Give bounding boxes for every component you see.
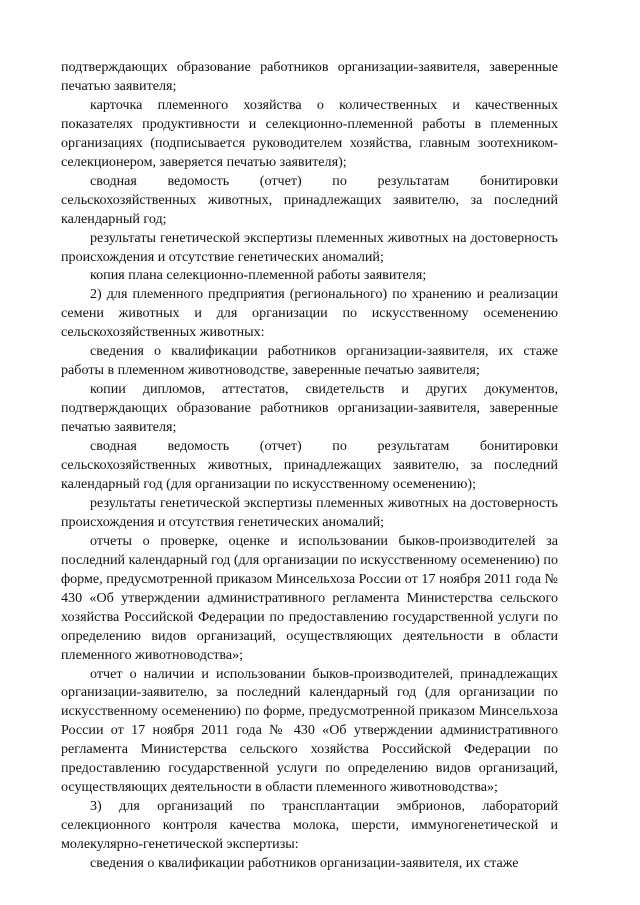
paragraph-appraisal-summary: сводная ведомость (отчет) по результатам бонитировки сельскохозяйственных животных, принадлежащих заявителю, за последний календарный год; <box>61 172 558 227</box>
paragraph-staff-qualification: сведения о квалификации работников организации-заявителя, их стаже работы в племенном животноводстве, заверенные печатью заявителя; <box>61 343 558 379</box>
paragraph-diploma-copies: копии дипломов, аттестатов, свидетельств и других документов, подтверждающих образование работников организации-заявителя, заверенные печатью заявителя; <box>61 381 558 436</box>
document-page <box>61 58 558 873</box>
paragraph-breeding-farm-card: карточка племенного хозяйства о количественных и качественных показателях продуктивности и селекционно-племенной работы в племенных организациях (подписывается руководителем хозяйства, главным зоотехником-селекционером, заверяется печатью заявителя); <box>61 96 558 170</box>
paragraph-appraisal-summary-ai: сводная ведомость (отчет) по результатам бонитировки сельскохозяйственных животных, принадлежащих заявителю, за последний календарный год (для организации по искусственному осеменению); <box>61 438 558 492</box>
paragraph-breeding-plan-copy: копия плана селекционно-племенной работы заявителя; <box>90 267 427 284</box>
paragraph-item-2-heading: 2) для племенного предприятия (регионального) по хранению и реализации семени животных и для организации по искусственному осеменению сельскохозяйственных животных: <box>61 286 558 341</box>
paragraph-item-3-heading: 3) для организаций по трансплантации эмбрионов, лабораторий селекционного контроля качества молока, шерсти, иммуногенетической и молекулярно-генетической экспертизы: <box>61 798 558 853</box>
paragraph-staff-qualification-2: сведения о квалификации работников организации-заявителя, их стаже <box>90 855 519 872</box>
paragraph-genetic-expertise-2: результаты генетической экспертизы племенных животных на достоверность происхождения и отсутствия генетических аномалий; <box>61 494 558 530</box>
paragraph-bull-usage-report: отчет о наличии и использовании быков-производителей, принадлежащих организации-заявителю, за последний календарный год (для организации по искусственному осеменению) по форме, предусмотренной приказом Минсельхоза России от 17 ноября 2011 года № 430 «Об утверждении административного регламента Министерства сельского хозяйства Российской Федерации по предоставлению государственной услуги по определению видов организаций, осуществляющих деятельности в области племенного животноводства»; <box>61 665 558 796</box>
paragraph-genetic-expertise: результаты генетической экспертизы племенных животных на достоверность происхождения и отсутствие генетических аномалий; <box>61 229 558 265</box>
paragraph-continuation: подтверждающих образование работников организации-заявителя, заверенные печатью заявителя; <box>61 59 558 94</box>
paragraph-bull-evaluation-reports: отчеты о проверке, оценке и использовании быков-производителей за последний календарный год (для организации по искусственному осеменению) по форме, предусмотренной приказом Минсельхоза России от 17 ноября 2011 года № 430 «Об утверждении административного регламента Министерства сельского хозяйства Российской Федерации по предоставлению государственной услуги по определению видов организаций, осуществляющих деятельности в области племенного животноводства»; <box>61 532 558 663</box>
